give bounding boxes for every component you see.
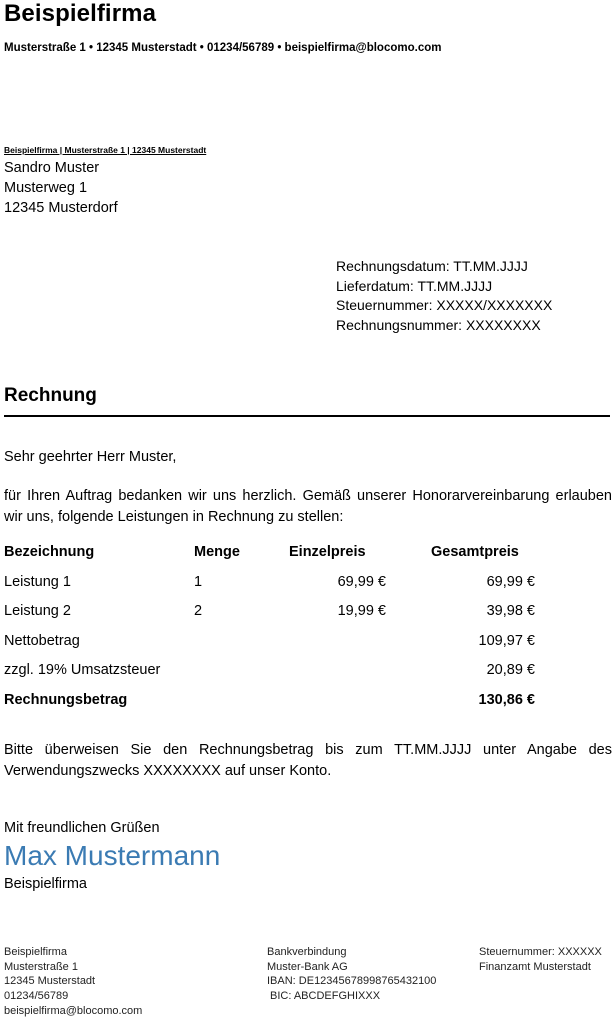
row-quantity: 1 bbox=[194, 573, 203, 590]
table-row bbox=[4, 574, 610, 604]
company-contact-line: Musterstraße 1 • 12345 Musterstadt • 01234/56789 • beispielfirma@blocomo.com bbox=[4, 42, 442, 54]
net-amount-value: 109,97 € bbox=[478, 632, 535, 649]
table-header bbox=[4, 544, 610, 574]
footer-email: beispielfirma@blocomo.com bbox=[4, 1004, 143, 1017]
footer-tax-number: Steuernummer: XXXXXX bbox=[479, 946, 602, 958]
footer-bank-column bbox=[267, 945, 436, 1004]
row-quantity: 2 bbox=[194, 603, 203, 619]
invoice-meta bbox=[336, 257, 552, 335]
recipient-street: Musterweg 1 bbox=[4, 180, 88, 196]
row-description: Leistung 2 bbox=[4, 603, 71, 619]
footer-bank-name: Muster-Bank AG bbox=[267, 960, 348, 973]
intro-paragraph: für Ihren Auftrag bedanken wir uns herzlich. Gemäß unserer Honorarvereinbarung erlauben wir uns, folgende Leistungen in Rechnung zu stellen: bbox=[4, 488, 612, 525]
salutation: Sehr geehrter Herr Muster, bbox=[4, 449, 177, 465]
gross-amount-value: 130,86 € bbox=[478, 691, 535, 708]
return-address-line: Beispielfirma | Musterstraße 1 | 12345 Musterstadt bbox=[4, 145, 207, 155]
title-divider bbox=[4, 415, 610, 417]
footer-tax-column bbox=[479, 945, 602, 974]
footer-company-name: Beispielfirma bbox=[4, 946, 67, 958]
header-total-price: Gesamtpreis bbox=[431, 544, 519, 560]
footer-street: Musterstraße 1 bbox=[4, 960, 78, 973]
net-amount-label: Nettobetrag bbox=[4, 632, 80, 649]
header-unit-price: Einzelpreis bbox=[289, 544, 366, 560]
header-description: Bezeichnung bbox=[4, 544, 95, 560]
closing-greeting: Mit freundlichen Grüßen bbox=[4, 820, 160, 836]
net-amount-row bbox=[4, 633, 610, 663]
header-quantity: Menge bbox=[194, 544, 240, 560]
row-unit-price: 69,99 € bbox=[337, 573, 386, 590]
signature-company: Beispielfirma bbox=[4, 876, 87, 892]
row-total-price: 69,99 € bbox=[486, 573, 535, 590]
signature-name: Max Mustermann bbox=[4, 840, 221, 871]
invoice-number: Rechnungsnummer: XXXXXXXX bbox=[336, 316, 541, 333]
footer-company-column bbox=[4, 945, 142, 1019]
recipient-address bbox=[4, 158, 118, 218]
row-unit-price: 19,99 € bbox=[337, 603, 386, 619]
footer-tax-office: Finanzamt Musterstadt bbox=[479, 960, 591, 973]
company-name: Beispielfirma bbox=[4, 0, 157, 27]
vat-label: zzgl. 19% Umsatzsteuer bbox=[4, 662, 161, 678]
items-table bbox=[4, 544, 610, 721]
footer-bank-heading: Bankverbindung bbox=[267, 946, 347, 958]
vat-value: 20,89 € bbox=[486, 662, 535, 678]
invoice-date: Rechnungsdatum: TT.MM.JJJJ bbox=[336, 258, 528, 274]
footer-phone: 01234/56789 bbox=[4, 990, 69, 1003]
footer-iban: IBAN: DE12345678998765432100 bbox=[267, 975, 437, 988]
payment-instructions: Bitte überweisen Sie den Rechnungsbetrag bis zum TT.MM.JJJJ unter Angabe des Verwendungszwecks XXXXXXXX auf unser Konto. bbox=[4, 742, 612, 779]
document-title: Rechnung bbox=[4, 385, 97, 406]
tax-number: Steuernummer: XXXXX/XXXXXXX bbox=[336, 297, 553, 313]
vat-row bbox=[4, 662, 610, 692]
footer-city: 12345 Musterstadt bbox=[4, 975, 96, 988]
row-total-price: 39,98 € bbox=[486, 603, 535, 619]
table-row bbox=[4, 603, 610, 633]
gross-amount-label: Rechnungsbetrag bbox=[4, 691, 128, 708]
delivery-date: Lieferdatum: TT.MM.JJJJ bbox=[336, 277, 493, 294]
row-description: Leistung 1 bbox=[4, 573, 71, 590]
footer-bic: BIC: ABCDEFGHIXXX bbox=[270, 990, 381, 1003]
recipient-city: 12345 Musterdorf bbox=[4, 200, 118, 216]
gross-amount-row bbox=[4, 692, 610, 722]
recipient-name: Sandro Muster bbox=[4, 160, 100, 176]
